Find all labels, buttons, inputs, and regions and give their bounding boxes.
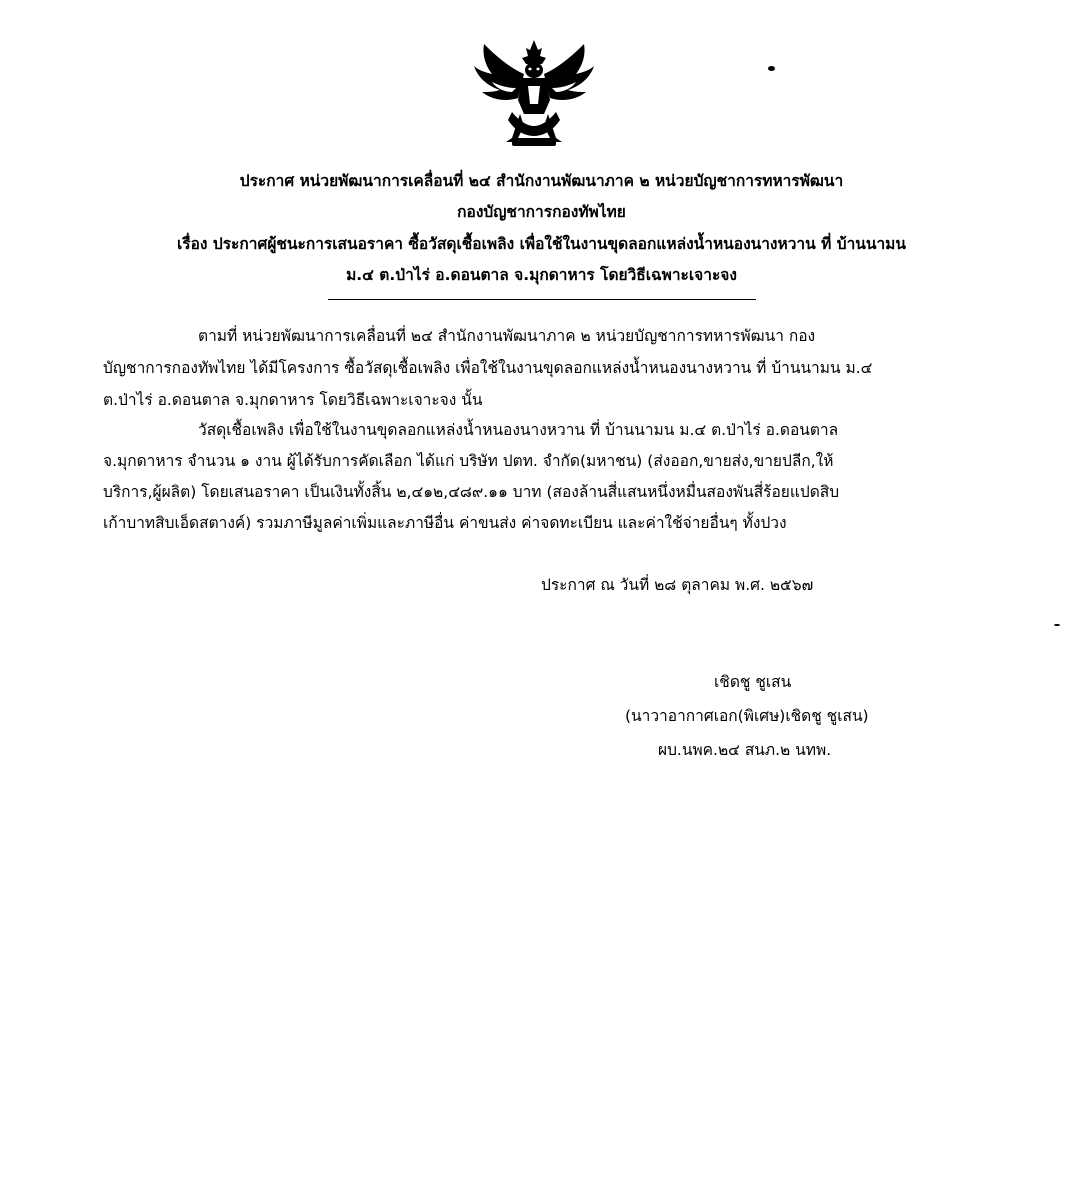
para2-line-4: เก้าบาทสิบเอ็ดสตางค์) รวมภาษีมูลค่าเพิ่มและภาษีอื่น ค่าขนส่ง ค่าจดทะเบียน และค่าใช้จ่ายอื่นๆ ทั้งปวง bbox=[103, 514, 787, 532]
announcement-date: ประกาศ ณ วันที่ ๒๘ ตุลาคม พ.ศ. ๒๕๖๗ bbox=[541, 576, 814, 594]
header-line-4: ม.๔ ต.ป่าไร่ อ.ดอนตาล จ.มุกดาหาร โดยวิธีเฉพาะเจาะจง bbox=[346, 266, 737, 284]
scan-speck bbox=[1054, 624, 1060, 626]
garuda-emblem-icon bbox=[472, 38, 596, 150]
signature-name: เชิดชู ชูเสน bbox=[714, 673, 792, 691]
para1-line-3: ต.ป่าไร่ อ.ดอนตาล จ.มุกดาหาร โดยวิธีเฉพาะเจาะจง นั้น bbox=[103, 391, 483, 409]
para1-line-2: บัญชาการกองทัพไทย ได้มีโครงการ ซื้อวัสดุเชื้อเพลิง เพื่อใช้ในงานขุดลอกแหล่งน้ำหนองนางหวาน ที่ บ้านนามน ม.๔ bbox=[103, 359, 873, 377]
para2-line-2: จ.มุกดาหาร จำนวน ๑ งาน ผู้ได้รับการคัดเลือก ได้แก่ บริษัท ปตท. จำกัด(มหาชน) (ส่งออก,ขายส่ง,ขายปลีก,ให้ bbox=[103, 452, 834, 470]
header-line-3: เรื่อง ประกาศผู้ชนะการเสนอราคา ซื้อวัสดุเชื้อเพลิง เพื่อใช้ในงานขุดลอกแหล่งน้ำหนองนางหวาน ที่ บ้านนามน bbox=[177, 235, 906, 253]
para2-line-3: บริการ,ผู้ผลิต) โดยเสนอราคา เป็นเงินทั้งสิ้น ๒,๔๑๒,๔๘๙.๑๑ บาท (สองล้านสี่แสนหนึ่งหมื่นสองพันสี่ร้อยแปดสิบ bbox=[103, 483, 840, 501]
para2-line-1: วัสดุเชื้อเพลิง เพื่อใช้ในงานขุดลอกแหล่งน้ำหนองนางหวาน ที่ บ้านนามน ม.๔ ต.ป่าไร่ อ.ดอนตาล bbox=[198, 421, 839, 439]
header-line-1: ประกาศ หน่วยพัฒนาการเคลื่อนที่ ๒๔ สำนักงานพัฒนาภาค ๒ หน่วยบัญชาการทหารพัฒนา bbox=[239, 172, 844, 190]
scan-speck bbox=[768, 66, 775, 71]
para1-line-1: ตามที่ หน่วยพัฒนาการเคลื่อนที่ ๒๔ สำนักงานพัฒนาภาค ๒ หน่วยบัญชาการทหารพัฒนา กอง bbox=[198, 327, 816, 345]
header-divider bbox=[328, 299, 756, 300]
signature-full-name: (นาวาอากาศเอก(พิเศษ)เชิดชู ชูเสน) bbox=[625, 707, 869, 725]
signature-position: ผบ.นพค.๒๔ สนภ.๒ นทพ. bbox=[658, 741, 832, 759]
header-line-2: กองบัญชาการกองทัพไทย bbox=[457, 203, 626, 221]
